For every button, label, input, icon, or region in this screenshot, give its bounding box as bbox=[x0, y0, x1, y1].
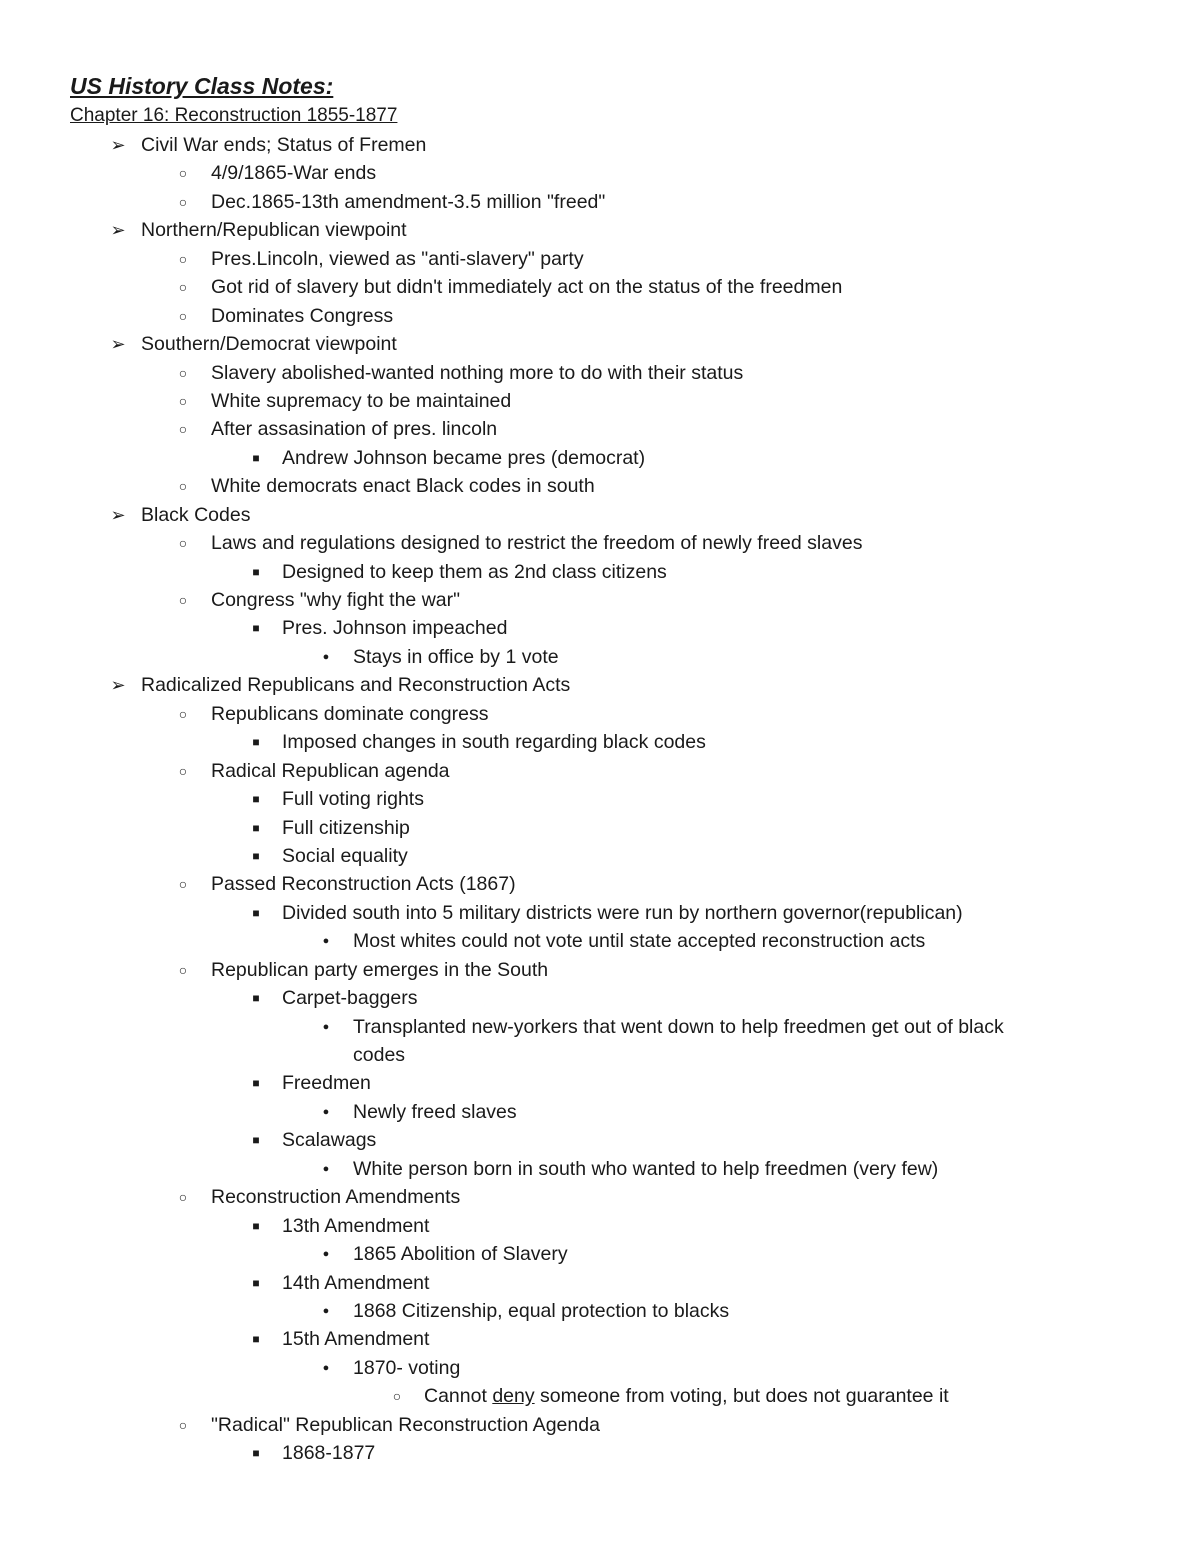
sub-bullet-icon: ○ bbox=[178, 1416, 188, 1433]
square-bullet-icon: ■ bbox=[252, 848, 260, 863]
sub-bullet-icon: ○ bbox=[178, 705, 188, 722]
outline-line-level-3 bbox=[0, 728, 1200, 756]
sub-bullet-icon: ○ bbox=[178, 592, 188, 608]
outline-line-level-2 bbox=[0, 359, 1200, 387]
sub-bullet-icon: ○ bbox=[178, 876, 188, 893]
outline-text: Got rid of slavery but didn't immediately act on the status of the freedmen bbox=[211, 276, 843, 299]
outline-line-level-4 bbox=[0, 1013, 1200, 1041]
sub-bullet-icon: ○ bbox=[178, 961, 188, 978]
square-bullet-icon: ■ bbox=[252, 735, 260, 750]
outline-text: White person born in south who wanted to help freedmen (very few) bbox=[353, 1157, 939, 1180]
outline-line-level-1 bbox=[0, 330, 1200, 358]
outline-text: Northern/Republican viewpoint bbox=[141, 219, 407, 242]
outline-text: Full voting rights bbox=[282, 788, 424, 811]
outline-line-level-2 bbox=[0, 472, 1200, 500]
outline-line-level-2 bbox=[0, 387, 1200, 415]
outline-line-level-3 bbox=[0, 1212, 1200, 1240]
outline-text: Republican party emerges in the South bbox=[211, 958, 549, 981]
sub-bullet-icon: ○ bbox=[178, 392, 188, 409]
outline-text: "Radical" Republican Reconstruction Agenda bbox=[211, 1413, 600, 1436]
outline-text: Congress "why fight the war" bbox=[211, 589, 461, 611]
outline-text: Social equality bbox=[282, 844, 408, 867]
square-bullet-icon: ■ bbox=[252, 820, 260, 835]
sub-bullet-icon: ○ bbox=[178, 307, 188, 324]
outline-text: Black Codes bbox=[141, 503, 251, 526]
outline-text: Radicalized Republicans and Reconstruction Acts bbox=[141, 674, 571, 697]
sub-bullet-icon: ○ bbox=[178, 478, 188, 495]
outline-text: 1868 Citizenship, equal protection to blacks bbox=[353, 1299, 730, 1322]
outline-line-level-3 bbox=[0, 558, 1200, 586]
outline-line-level-4 bbox=[0, 1155, 1200, 1183]
outline-line-level-1 bbox=[0, 671, 1200, 699]
dot-bullet-icon: ● bbox=[322, 1248, 330, 1261]
outline-line-level-2 bbox=[0, 529, 1200, 557]
outline-line-level-4 bbox=[0, 1297, 1200, 1325]
outline-text: Divided south into 5 military districts were run by northern governor(republican) bbox=[282, 901, 963, 924]
sub-bullet-icon: ○ bbox=[178, 1189, 188, 1206]
dot-bullet-icon: ● bbox=[322, 1162, 330, 1175]
sub-bullet-icon: ○ bbox=[178, 762, 188, 779]
square-bullet-icon: ■ bbox=[252, 1218, 260, 1233]
square-bullet-icon: ■ bbox=[252, 1446, 260, 1461]
chapter-heading: Chapter 16: Reconstruction 1855-1877 bbox=[70, 105, 398, 126]
outline-text: Carpet-baggers bbox=[282, 987, 418, 1010]
outline-text: Civil War ends; Status of Fremen bbox=[141, 134, 427, 156]
sub-bullet-icon: ○ bbox=[178, 421, 188, 438]
outline-line-level-3 bbox=[0, 984, 1200, 1012]
outline-text: After assasination of pres. lincoln bbox=[211, 418, 498, 441]
outline-line-level-1 bbox=[0, 501, 1200, 529]
square-bullet-icon: ■ bbox=[252, 1275, 260, 1290]
outline-line-level-2 bbox=[0, 302, 1200, 330]
outline-text: 4/9/1865-War ends bbox=[211, 162, 377, 185]
outline-line-level-4 bbox=[0, 1041, 1200, 1069]
outline-line-level-4 bbox=[0, 1354, 1200, 1382]
section-bullet-icon: ➢ bbox=[110, 220, 126, 241]
sub-bullet-icon: ○ bbox=[178, 279, 188, 296]
outline-line-level-2 bbox=[0, 700, 1200, 728]
outline-text: 15th Amendment bbox=[282, 1328, 430, 1351]
dot-bullet-icon: ● bbox=[322, 935, 330, 948]
outline-line-level-3 bbox=[0, 444, 1200, 472]
outline-line-level-3 bbox=[0, 785, 1200, 813]
outline-line-level-3 bbox=[0, 899, 1200, 927]
outline-line-level-2 bbox=[0, 757, 1200, 785]
sub-bullet-icon: ○ bbox=[178, 364, 188, 381]
outline-text: 1865 Abolition of Slavery bbox=[353, 1243, 568, 1266]
square-bullet-icon: ■ bbox=[252, 1076, 260, 1091]
outline-line-level-2 bbox=[0, 273, 1200, 301]
outline-text: Scalawags bbox=[282, 1129, 377, 1152]
outline-line-level-5 bbox=[0, 1382, 1200, 1410]
outline-line-level-3 bbox=[0, 1439, 1200, 1467]
outline-line-level-3 bbox=[0, 814, 1200, 842]
outline-text: Slavery abolished-wanted nothing more to do with their status bbox=[211, 361, 744, 384]
square-bullet-icon: ■ bbox=[252, 1133, 260, 1148]
outline-line-level-3 bbox=[0, 1269, 1200, 1297]
section-bullet-icon: ➢ bbox=[110, 135, 126, 155]
outline-line-level-4 bbox=[0, 1098, 1200, 1126]
outline-line-level-3 bbox=[0, 842, 1200, 870]
sub-bullet-icon: ○ bbox=[178, 165, 188, 182]
outline-text: 1870- voting bbox=[353, 1356, 461, 1379]
text-segment: someone from voting, but does not guarantee it bbox=[534, 1385, 949, 1408]
outline-text: codes bbox=[353, 1044, 406, 1066]
outline-line-level-2 bbox=[0, 1183, 1200, 1211]
outline-line-level-1 bbox=[0, 131, 1200, 159]
square-bullet-icon: ■ bbox=[252, 792, 260, 807]
outline-line-level-3 bbox=[0, 614, 1200, 642]
outline-line-level-2 bbox=[0, 245, 1200, 273]
dot-bullet-icon: ● bbox=[322, 650, 330, 663]
square-bullet-icon: ■ bbox=[252, 991, 260, 1006]
outline-line-level-2 bbox=[0, 870, 1200, 898]
notes-outline bbox=[0, 131, 1200, 1468]
outline-text: White democrats enact Black codes in south bbox=[211, 475, 595, 498]
square-bullet-icon: ■ bbox=[252, 905, 260, 920]
square-bullet-icon: ■ bbox=[252, 1332, 260, 1347]
outline-line-level-4 bbox=[0, 1240, 1200, 1268]
circle-bullet-icon: ○ bbox=[392, 1388, 402, 1405]
outline-line-level-2 bbox=[0, 956, 1200, 984]
outline-line-level-3 bbox=[0, 1069, 1200, 1097]
page-title: US History Class Notes: bbox=[70, 73, 334, 99]
outline-line-level-3 bbox=[0, 1325, 1200, 1353]
outline-text: Imposed changes in south regarding black codes bbox=[282, 731, 706, 754]
outline-line-level-2 bbox=[0, 586, 1200, 614]
sub-bullet-icon: ○ bbox=[178, 193, 188, 210]
outline-text: Designed to keep them as 2nd class citizens bbox=[282, 560, 667, 583]
outline-text: 1868-1877 bbox=[282, 1442, 376, 1465]
dot-bullet-icon: ● bbox=[322, 1304, 330, 1317]
outline-text: Republicans dominate congress bbox=[211, 702, 489, 725]
outline-text: 13th Amendment bbox=[282, 1214, 430, 1237]
outline-text: Full citizenship bbox=[282, 816, 410, 839]
dot-bullet-icon: ● bbox=[322, 1361, 330, 1374]
outline-line-level-2 bbox=[0, 159, 1200, 187]
outline-text: Most whites could not vote until state accepted reconstruction acts bbox=[353, 930, 926, 953]
outline-line-level-4 bbox=[0, 643, 1200, 671]
square-bullet-icon: ■ bbox=[252, 621, 260, 636]
outline-line-level-2 bbox=[0, 1411, 1200, 1439]
outline-text: Transplanted new-yorkers that went down to help freedmen get out of black bbox=[353, 1015, 1004, 1038]
outline-line-level-1 bbox=[0, 216, 1200, 244]
section-bullet-icon: ➢ bbox=[110, 675, 126, 696]
outline-text: White supremacy to be maintained bbox=[211, 389, 512, 412]
outline-text bbox=[424, 1382, 949, 1410]
underlined-word: deny bbox=[492, 1385, 535, 1408]
square-bullet-icon: ■ bbox=[252, 564, 260, 579]
outline-text: Southern/Democrat viewpoint bbox=[141, 333, 397, 356]
section-bullet-icon: ➢ bbox=[110, 334, 126, 355]
dot-bullet-icon: ● bbox=[322, 1020, 330, 1033]
outline-text: Reconstruction Amendments bbox=[211, 1186, 461, 1209]
outline-text: Freedmen bbox=[282, 1072, 371, 1095]
section-bullet-icon: ➢ bbox=[110, 504, 126, 525]
outline-line-level-2 bbox=[0, 188, 1200, 216]
sub-bullet-icon: ○ bbox=[178, 250, 188, 267]
outline-text: Passed Reconstruction Acts (1867) bbox=[211, 873, 516, 896]
square-bullet-icon: ■ bbox=[252, 450, 260, 465]
outline-text: Pres. Johnson impeached bbox=[282, 617, 508, 640]
outline-text: Newly freed slaves bbox=[353, 1100, 517, 1123]
outline-line-level-4 bbox=[0, 927, 1200, 955]
outline-line-level-3 bbox=[0, 1126, 1200, 1154]
outline-text: Dominates Congress bbox=[211, 304, 394, 327]
text-segment: Cannot bbox=[424, 1385, 493, 1408]
outline-text: Radical Republican agenda bbox=[211, 759, 450, 782]
outline-text: 14th Amendment bbox=[282, 1271, 430, 1294]
sub-bullet-icon: ○ bbox=[178, 535, 188, 552]
outline-text: Dec.1865-13th amendment-3.5 million "freed" bbox=[211, 190, 606, 213]
outline-text: Laws and regulations designed to restrict the freedom of newly freed slaves bbox=[211, 532, 863, 555]
outline-text: Andrew Johnson became pres (democrat) bbox=[282, 446, 646, 469]
dot-bullet-icon: ● bbox=[322, 1105, 330, 1118]
outline-text: Pres.Lincoln, viewed as "anti-slavery" party bbox=[211, 247, 584, 270]
outline-line-level-2 bbox=[0, 415, 1200, 443]
outline-text: Stays in office by 1 vote bbox=[353, 645, 559, 668]
